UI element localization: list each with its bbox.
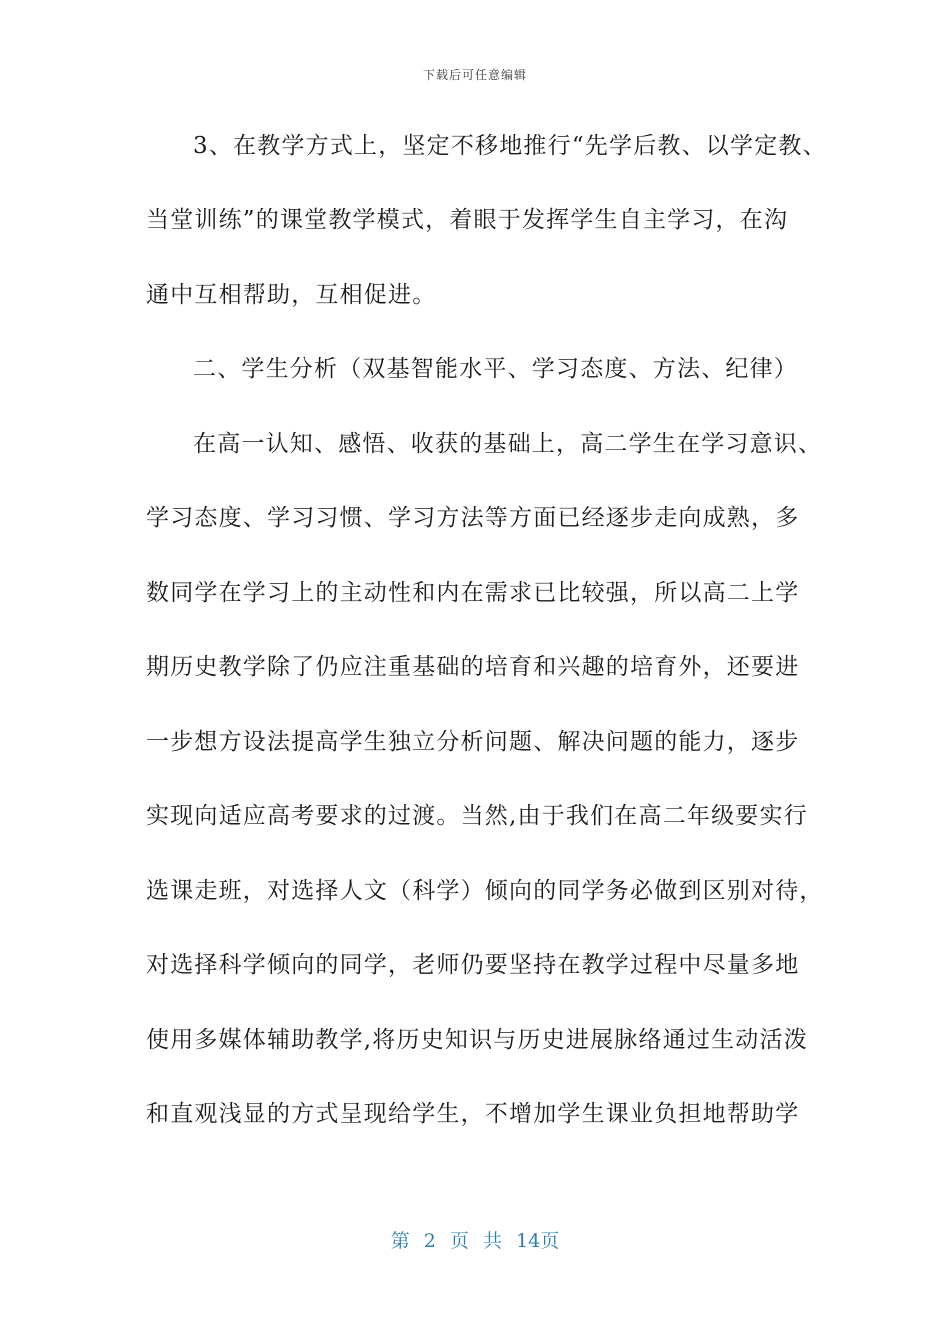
page-header-note: 下载后可任意编辑 <box>422 68 527 82</box>
body-line: 和直观浅显的方式呈现给学生，不增加学生课业负担地帮助学 <box>146 1101 800 1127</box>
body-line: 期历史教学除了仍应注重基础的培育和兴趣的培育外，还要进 <box>146 654 800 680</box>
body-line: 3、在教学方式上，坚定不移地推行“先学后教、以学定教、 <box>193 133 827 159</box>
footer-page-number: 2 <box>423 1230 436 1252</box>
body-line: 学习态度、学习习惯、学习方法等方面已经逐步走向成熟，多 <box>146 505 800 531</box>
body-line: 使用多媒体辅助教学,将历史知识与历史进展脉络通过生动活泼 <box>146 1027 808 1053</box>
body-line: 数同学在学习上的主动性和内在需求已比较强，所以高二上学 <box>146 580 800 606</box>
footer-total-pages: 14页 <box>516 1230 560 1252</box>
body-line: 实现向适应高考要求的过渡。当然,由于我们在高二年级要实行 <box>146 803 808 829</box>
body-line: 当堂训练”的课堂教学模式，着眼于发挥学生自主学习，在沟 <box>146 207 789 233</box>
body-line: 在高一认知、感悟、收获的基础上，高二学生在学习意识、 <box>193 431 823 457</box>
section-heading: 二、学生分析（双基智能水平、学习态度、方法、纪律） <box>193 356 798 382</box>
body-line: 选课走班，对选择人文（科学）倾向的同学务必做到区别对待， <box>146 878 824 904</box>
footer-page-word: 页 <box>449 1230 469 1252</box>
page-footer <box>0 1226 950 1253</box>
footer-prefix: 第 <box>390 1230 410 1252</box>
footer-total-word: 共 <box>483 1230 503 1252</box>
body-line: 一步想方设法提高学生独立分析问题、解决问题的能力，逐步 <box>146 729 800 755</box>
body-line: 对选择科学倾向的同学，老师仍要坚持在教学过程中尽量多地 <box>146 952 800 978</box>
body-line: 通中互相帮助，互相促进。 <box>146 282 437 308</box>
